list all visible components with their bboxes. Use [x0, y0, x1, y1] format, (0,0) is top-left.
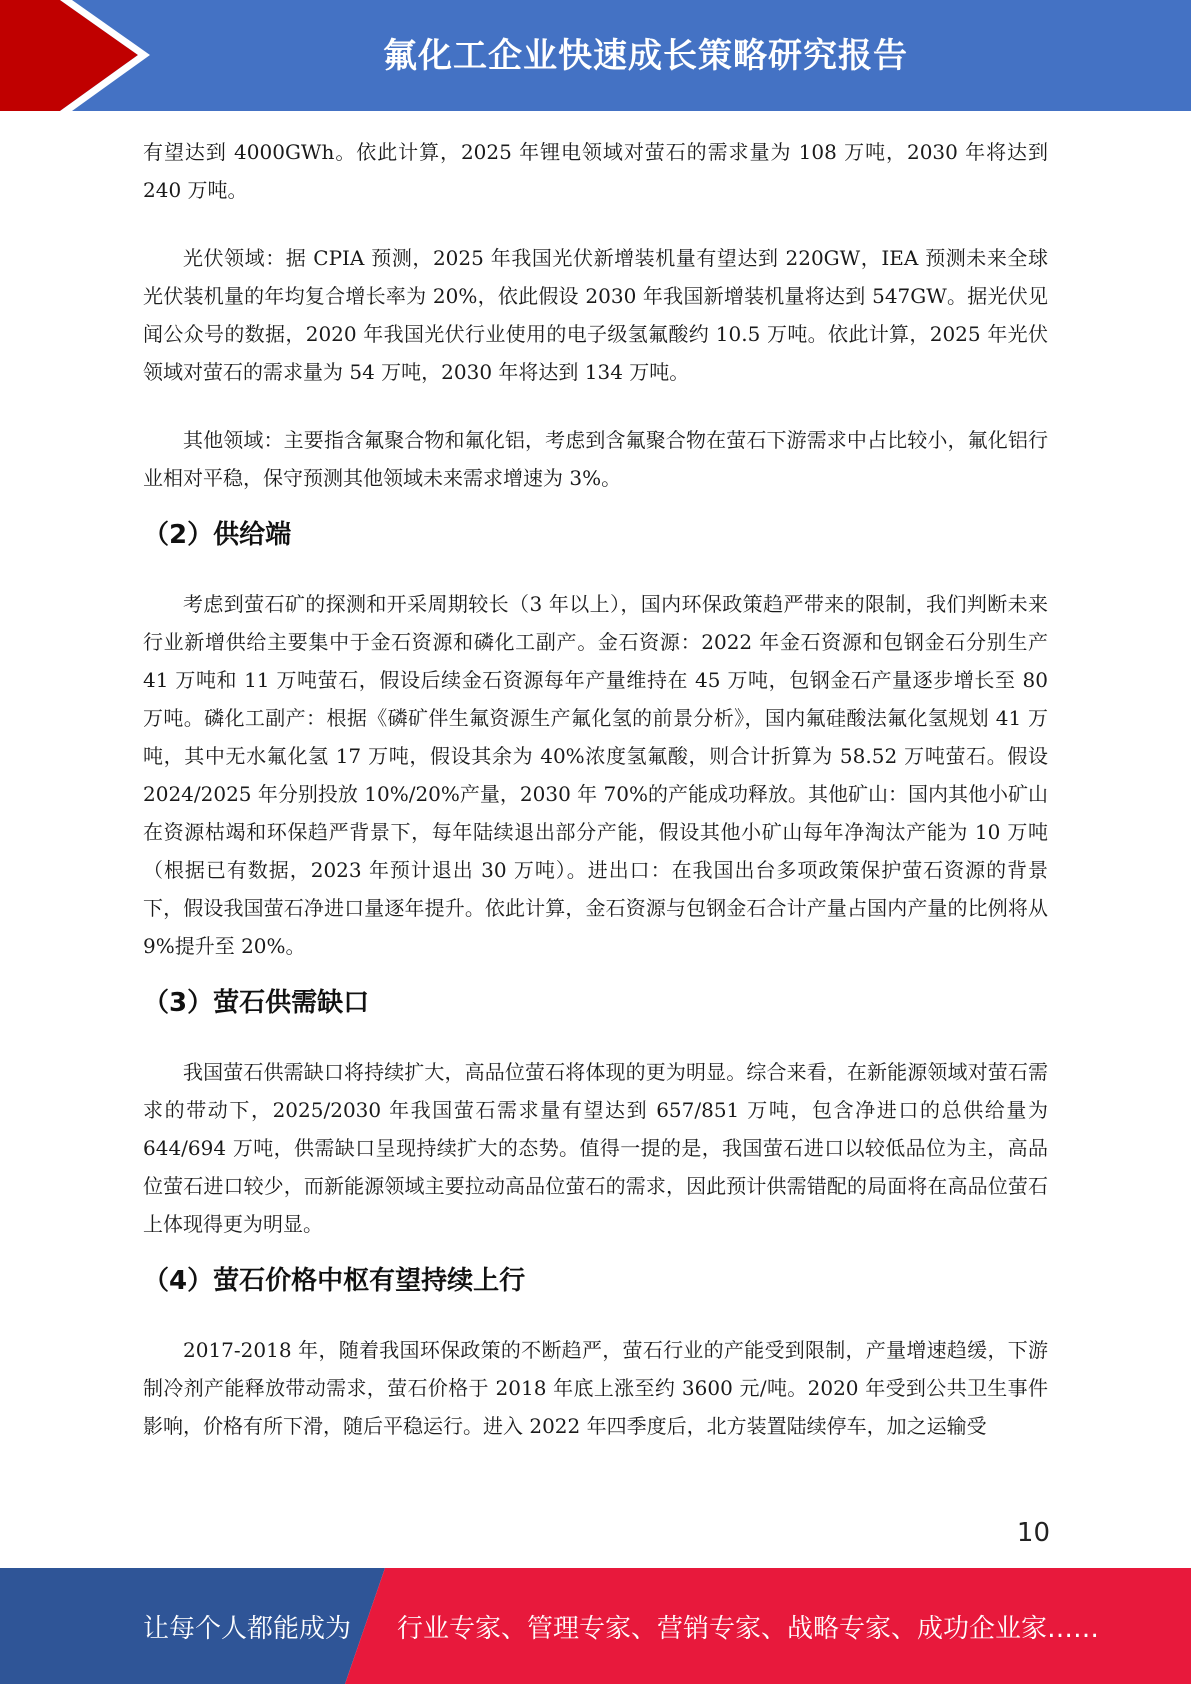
header-chevron-decoration — [0, 0, 160, 111]
footer-slogan-left: 让每个人都能成为 — [143, 1614, 352, 1644]
page-header — [0, 0, 1191, 111]
paragraph-other-fields: 其他领域：主要指含氟聚合物和氟化铝，考虑到含氟聚合物在萤石下游需求中占比较小，氟化铝行业相对平稳，保守预测其他领域未来需求增速为 3%。 — [143, 428, 1048, 490]
heading-price-trend: （4）萤石价格中枢有望持续上行 — [143, 1266, 526, 1296]
paragraph-price: 2017-2018 年，随着我国环保政策的不断趋严，萤石行业的产能受到限制，产量增速趋缓，下游制冷剂产能释放带动需求，萤石价格于 2018 年底上涨至约 3600 元/吨。2020 年受到公共卫生事件影响，价格有所下滑，随后平稳运行。进入 2022 年四季度后，北方装置陆续停车，加之运输受 — [143, 1338, 1048, 1438]
heading-supply-demand-gap: （3）萤石供需缺口 — [143, 988, 370, 1018]
paragraph-photovoltaic: 光伏领域：据 CPIA 预测，2025 年我国光伏新增装机量有望达到 220GW，IEA 预测未来全球光伏装机量的年均复合增长率为 20%，依此假设 2030 年我国新增装机量将达到 547GW。据光伏见闻公众号的数据，2020 年我国光伏行业使用的电子级氢氟酸约 10.5 万吨。依此计算，2025 年光伏领域对萤石的需求量为 54 万吨，2030 年将达到 134 万吨。 — [143, 246, 1048, 384]
page-number: 10 — [1016, 1518, 1050, 1548]
document-body — [143, 133, 1048, 1445]
paragraph-lithium-demand: 有望达到 4000GWh。依此计算，2025 年锂电领域对萤石的需求量为 108 万吨，2030 年将达到 240 万吨。 — [143, 140, 1048, 202]
footer-slogan-right: 行业专家、管理专家、营销专家、战略专家、成功企业家…… — [397, 1614, 1100, 1644]
paragraph-supply: 考虑到萤石矿的探测和开采周期较长（3 年以上），国内环保政策趋严带来的限制，我们判断未来行业新增供给主要集中于金石资源和磷化工副产。金石资源：2022 年金石资源和包钢金石分别生产 41 万吨和 11 万吨萤石，假设后续金石资源每年产量维持在 45 万吨，包钢金石产量逐步增长至 80 万吨。磷化工副产：根据《磷矿伴生氟资源生产氟化氢的前景分析》，国内氟硅酸法氟化氢规划 41 万吨，其中无水氟化氢 17 万吨，假设其余为 40%浓度氢氟酸，则合计折算为 58.52 万吨萤石。假设 2024/2025 年分别投放 10%/20%产量，2030 年 70%的产能成功释放。其他矿山：国内其他小矿山在资源枯竭和环保趋严背景下，每年陆续退出部分产能，假设其他小矿山每年净淘汰产能为 10 万吨（根据已有数据，2023 年预计退出 30 万吨）。进出口：在我国出台多项政策保护萤石资源的背景下，假设我国萤石净进口量逐年提升。依此计算，金石资源与包钢金石合计产量占国内产量的比例将从 9%提升至 20%。 — [143, 592, 1048, 958]
page-footer — [0, 1568, 1191, 1684]
paragraph-gap: 我国萤石供需缺口将持续扩大，高品位萤石将体现的更为明显。综合来看，在新能源领域对萤石需求的带动下，2025/2030 年我国萤石需求量有望达到 657/851 万吨，包含净进口的总供给量为 644/694 万吨，供需缺口呈现持续扩大的态势。值得一提的是，我国萤石进口以较低品位为主，高品位萤石进口较少，而新能源领域主要拉动高品位萤石的需求，因此预计供需错配的局面将在高品位萤石上体现得更为明显。 — [143, 1060, 1048, 1236]
heading-supply-side: （2）供给端 — [143, 520, 292, 550]
report-title: 氟化工企业快速成长策略研究报告 — [383, 36, 908, 76]
